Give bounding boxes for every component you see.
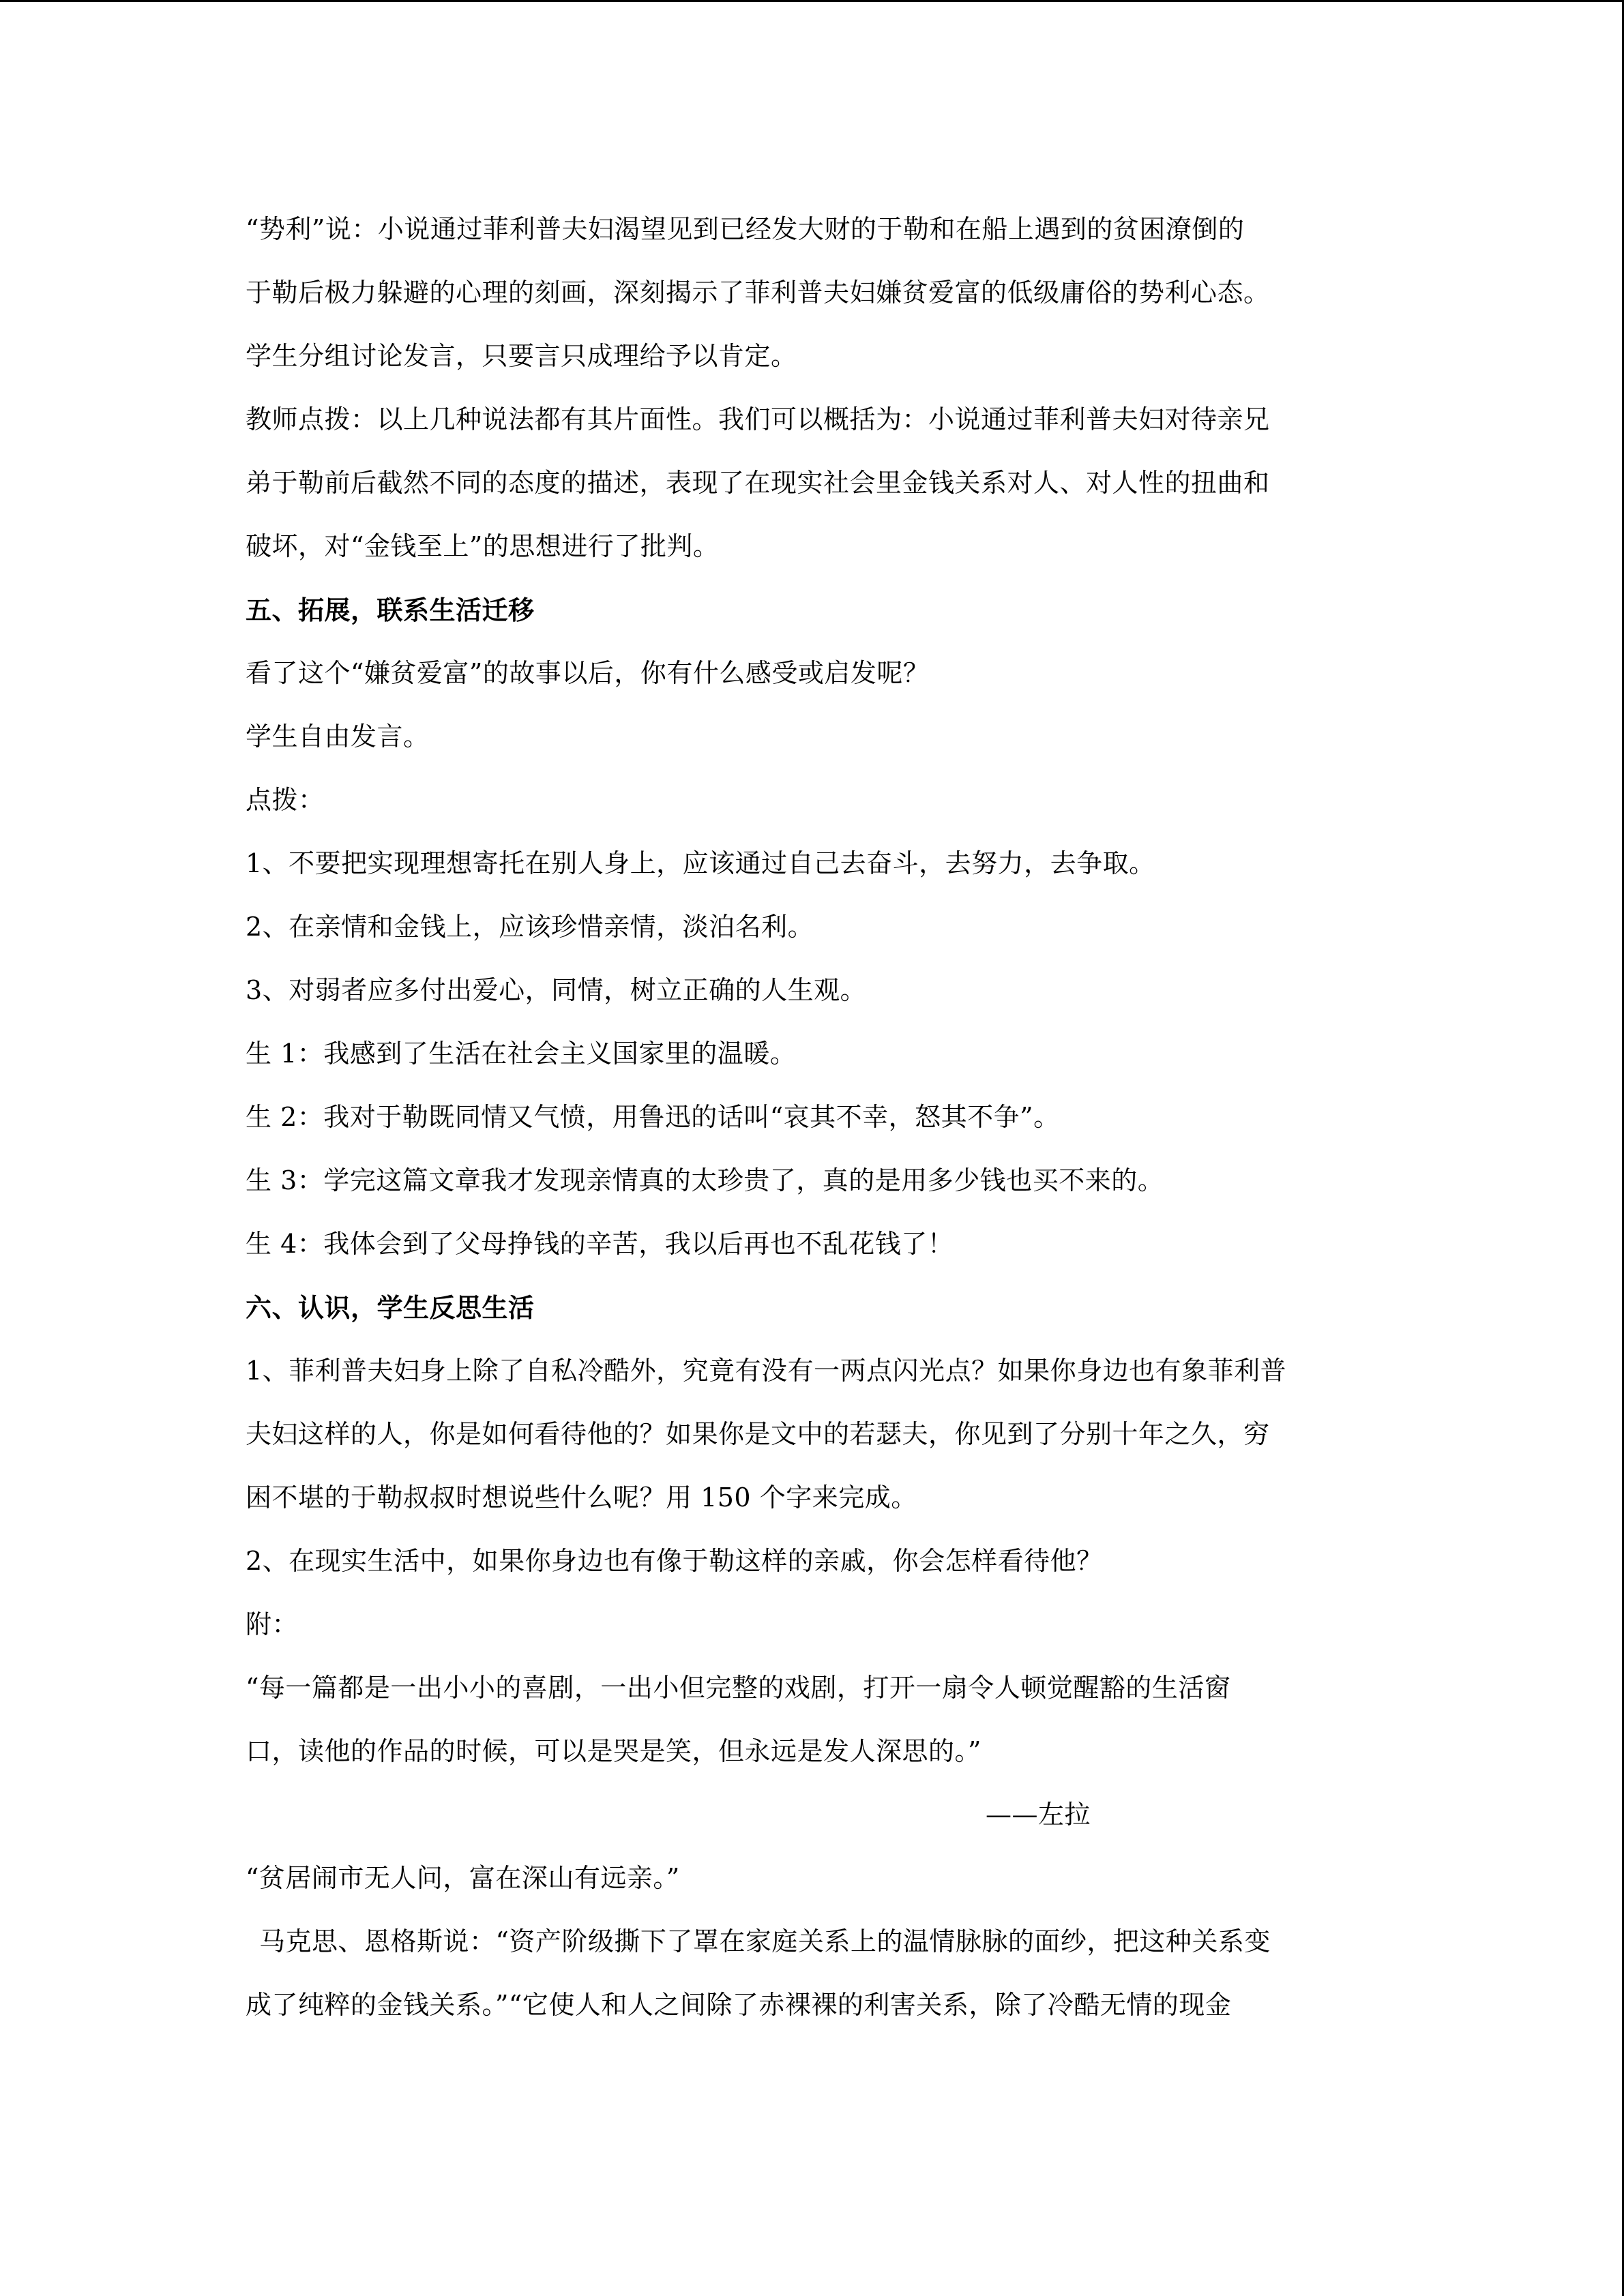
list-item: 1、不要把实现理想寄托在别人身上，应该通过自己去奋斗，去努力，去争取。 xyxy=(246,848,1155,878)
quote-line: “贫居闹市无人问，富在深山有远亲。” xyxy=(246,1863,680,1893)
paragraph-line: 破坏，对“金钱至上”的思想进行了批判。 xyxy=(246,531,720,561)
student-response: 生 1：我感到了生活在社会主义国家里的温暖。 xyxy=(246,1039,797,1069)
list-item: 2、在现实生活中，如果你身边也有像于勒这样的亲戚，你会怎样看待他？ xyxy=(246,1546,1103,1576)
quote-line: “每一篇都是一出小小的喜剧，一出小但完整的戏剧，打开一扇令人顿觉醒豁的生活窗 xyxy=(246,1673,1231,1703)
quote-attribution: ——左拉 xyxy=(986,1800,1091,1830)
paragraph-line: 学生自由发言。 xyxy=(246,721,430,751)
list-item: 2、在亲情和金钱上，应该珍惜亲情，淡泊名利。 xyxy=(246,912,814,942)
paragraph-line: “势利”说：小说通过菲利普夫妇渴望见到已经发大财的于勒和在船上遇到的贫困潦倒的 xyxy=(246,214,1245,244)
document-page xyxy=(246,198,1388,2037)
quote-line: 成了纯粹的金钱关系。”“它使人和人之间除了赤裸裸的利害关系，除了冷酷无情的现金 xyxy=(246,1990,1232,2020)
quote-line: 口，读他的作品的时候，可以是哭是笑，但永远是发人深思的。” xyxy=(246,1736,981,1766)
paragraph-line: 教师点拨：以上几种说法都有其片面性。我们可以概括为：小说通过菲利普夫妇对待亲兄 xyxy=(246,404,1270,434)
student-response: 生 2：我对于勒既同情又气愤，用鲁迅的话叫“哀其不幸，怒其不争”。 xyxy=(246,1102,1060,1132)
section-heading-6: 六、认识，学生反思生活 xyxy=(246,1292,535,1323)
paragraph-line: 弟于勒前后截然不同的态度的描述，表现了在现实社会里金钱关系对人、对人性的扭曲和 xyxy=(246,468,1270,498)
section-heading-5: 五、拓展，联系生活迁移 xyxy=(246,595,535,625)
paragraph-line: 学生分组讨论发言，只要言只成理给予以肯定。 xyxy=(246,341,797,371)
list-item: 1、菲利普夫妇身上除了自私冷酷外，究竟有没有一两点闪光点？如果你身边也有象菲利普 xyxy=(246,1356,1287,1386)
paragraph-line: 困不堪的于勒叔叔时想说些什么呢？用 150 个字来完成。 xyxy=(246,1482,917,1512)
list-item: 3、对弱者应多付出爱心，同情，树立正确的人生观。 xyxy=(246,975,867,1005)
appendix-label: 附： xyxy=(246,1609,299,1639)
student-response: 生 4：我体会到了父母挣钱的辛苦，我以后再也不乱花钱了！ xyxy=(246,1229,954,1259)
paragraph-line: 点拨： xyxy=(246,785,325,815)
paragraph-line: 夫妇这样的人，你是如何看待他的？如果你是文中的若瑟夫，你见到了分别十年之久，穷 xyxy=(246,1419,1270,1449)
page-top-border xyxy=(0,0,1624,2)
quote-line: 马克思、恩格斯说：“资产阶级撕下了罩在家庭关系上的温情脉脉的面纱，把这种关系变 xyxy=(259,1926,1271,1956)
student-response: 生 3：学完这篇文章我才发现亲情真的太珍贵了，真的是用多少钱也买不来的。 xyxy=(246,1165,1164,1195)
paragraph-line: 看了这个“嫌贫爱富”的故事以后，你有什么感受或启发呢？ xyxy=(246,658,930,688)
paragraph-line: 于勒后极力躲避的心理的刻画，深刻揭示了菲利普夫妇嫌贫爱富的低级庸俗的势利心态。 xyxy=(246,278,1270,308)
